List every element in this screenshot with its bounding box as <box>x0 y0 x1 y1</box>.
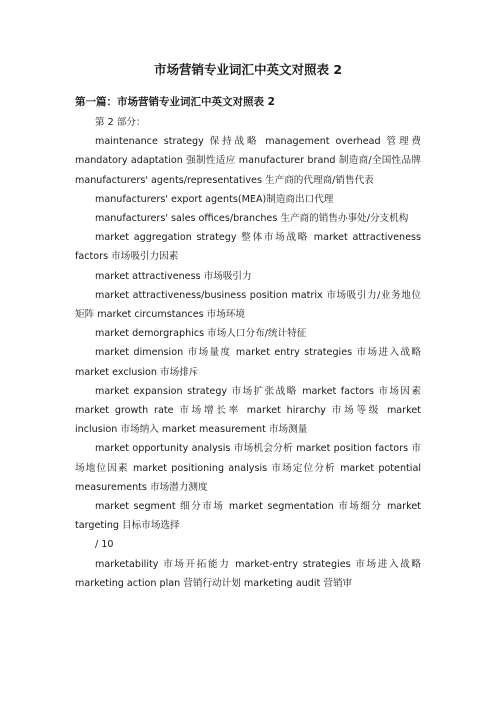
paragraph-term-entry: market segment 细分市场 market segmentation 市场细分 market targeting 目标市场选择 <box>75 501 421 532</box>
paragraph-part-label: 第 2 部分： <box>95 117 146 128</box>
paragraph-term-entry: market attractiveness/business position matrix 市场吸引力/业务地位矩阵 market circumstances 市场环境 <box>75 289 421 321</box>
paragraph-term-entry: manufacturers' export agents(MEA)制造商出口代理 <box>95 193 334 205</box>
page-number-fragment: / 10 <box>95 539 114 551</box>
document-body <box>75 113 421 593</box>
paragraph-term-entry: manufacturers' sales offices/branches 生产商的销售办事处/分支机构 <box>95 213 409 225</box>
paragraph-term-entry: market opportunity analysis 市场机会分析 market position factors 市场地位因素 market positioning analysis 市场定位分析 market potential measurements 市场潜力测度 <box>75 443 421 493</box>
document-title: 市场营销专业词汇中英文对照表 2 <box>153 62 343 77</box>
section-heading: 第一篇：市场营销专业词汇中英文对照表 2 <box>75 96 275 108</box>
paragraph-term-entry: market demorgraphics 市场人口分布/统计特征 <box>95 328 307 340</box>
paragraph-term-entry: marketability 市场开拓能力 market-entry strategies 市场进入战略 marketing action plan 营销行动计划 marketing audit 营销审 <box>75 558 421 589</box>
paragraph-term-entry: maintenance strategy 保持战略 management overhead 管理费 mandatory adaptation 强制性适应 manufacturer brand 制造商/全国性品牌 manufacturers' agents/representatives 生产商的代理商/销售代表 <box>75 136 421 186</box>
paragraph-term-entry: market aggregation strategy 整体市场战略 market attractiveness factors 市场吸引力因素 <box>75 232 421 263</box>
paragraph-term-entry: market attractiveness 市场吸引力 <box>95 270 252 282</box>
paragraph-term-entry: market expansion strategy 市场扩张战略 market factors 市场因素 market growth rate 市场增长率 market hirarchy 市场等级 market inclusion 市场纳入 market measurement 市场测量 <box>75 385 421 436</box>
paragraph-term-entry: market dimension 市场量度 market entry strategies 市场进入战略 market exclusion 市场排斥 <box>75 347 421 378</box>
